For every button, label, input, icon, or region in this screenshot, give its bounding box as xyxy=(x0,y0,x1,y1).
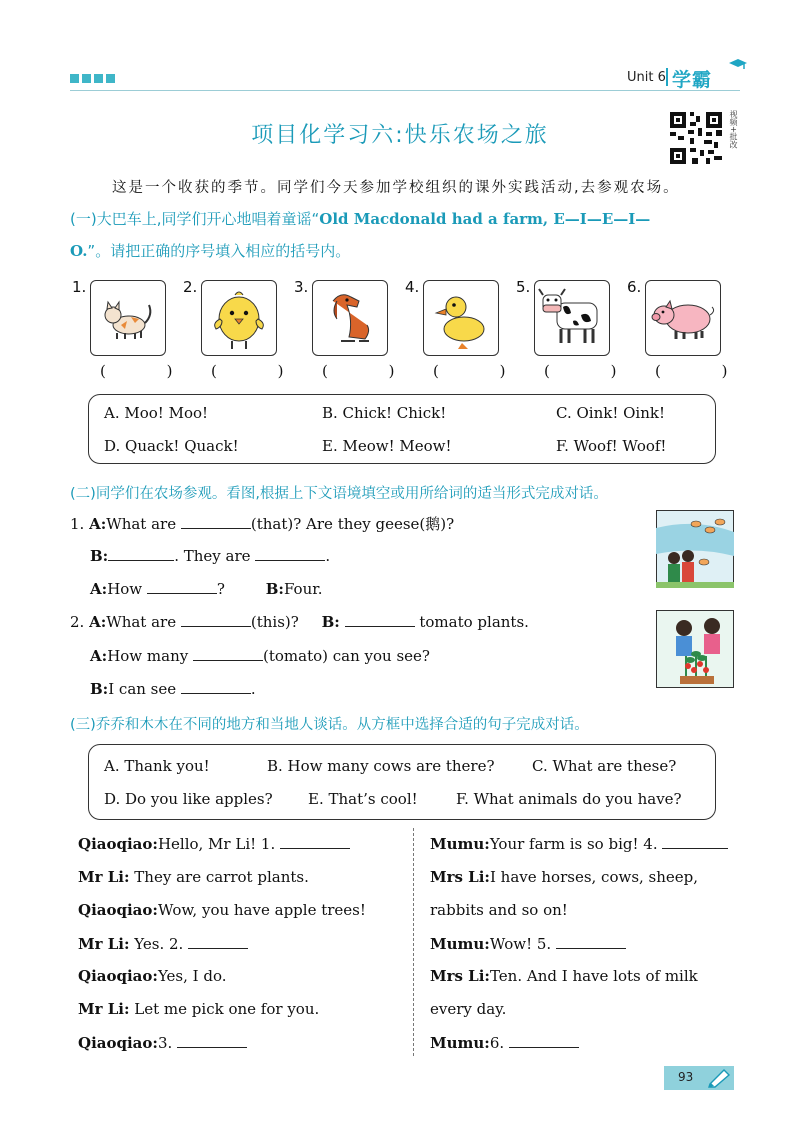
picture-number: 3. xyxy=(294,278,309,296)
part2-heading: (二)同学们在农场参观。看图,根据上下文语境填空或用所给词的适当形式完成对话。 xyxy=(70,486,608,502)
cat-picture xyxy=(90,280,166,356)
part3-options-box xyxy=(88,744,716,820)
option-f: F. What animals do you have? xyxy=(456,790,682,808)
duck-picture xyxy=(423,280,499,356)
answer-bracket[interactable]: ( ) xyxy=(433,362,534,380)
dialogue-line: Qiaoqiao:Hello, Mr Li! 1. xyxy=(78,834,350,853)
dialogue-line: Mrs Li:I have horses, cows, sheep, xyxy=(430,868,699,886)
answer-blank[interactable] xyxy=(255,546,325,561)
option-a: A. Moo! Moo! xyxy=(104,404,209,422)
q1-line3: A:How ? B:Four. xyxy=(90,580,323,598)
chick-picture xyxy=(201,280,277,356)
picture-number: 2. xyxy=(183,278,198,296)
dialogue-line: Mrs Li:Ten. And I have lots of milk xyxy=(430,967,698,985)
answer-bracket[interactable]: ( ) xyxy=(655,362,756,380)
answer-blank[interactable] xyxy=(193,646,263,661)
picture-number: 1. xyxy=(72,278,87,296)
answer-bracket[interactable]: ( ) xyxy=(544,362,645,380)
part1-heading-line2: O.”。请把正确的序号填入相应的括号内。 xyxy=(70,242,351,260)
option-c: C. Oink! Oink! xyxy=(556,404,665,422)
answer-blank[interactable] xyxy=(509,1033,579,1048)
picture-number: 5. xyxy=(516,278,531,296)
answer-blank[interactable] xyxy=(188,934,248,949)
answer-blank[interactable] xyxy=(181,679,251,694)
answer-blank[interactable] xyxy=(556,934,626,949)
dialogue-line: Mumu:6. xyxy=(430,1033,579,1052)
answer-blank[interactable] xyxy=(345,612,415,627)
answer-blank[interactable] xyxy=(108,546,174,561)
header-rule xyxy=(70,90,740,91)
part1-heading: (一)大巴车上,同学们开心地唱着童谣“Old Macdonald had a farm, E—I—E—I— xyxy=(70,210,651,228)
q1-line1: 1. A:What are (that)? Are they geese(鹅)? xyxy=(70,515,455,533)
dialogue-line: Qiaoqiao:3. xyxy=(78,1033,247,1052)
dialogue-line: Mumu:Your farm is so big! 4. xyxy=(430,834,728,853)
option-c: C. What are these? xyxy=(532,757,677,775)
option-d: D. Do you like apples? xyxy=(104,790,273,808)
unit-label: Unit 6 xyxy=(627,70,666,85)
column-divider xyxy=(413,828,414,1056)
q1-line2: B: . They are . xyxy=(90,547,331,565)
graduation-cap-icon xyxy=(728,58,748,70)
picture-number: 6. xyxy=(627,278,642,296)
answer-bracket[interactable]: ( ) xyxy=(322,362,423,380)
q2-line2: A:How many (tomato) can you see? xyxy=(90,647,430,665)
option-e: E. That’s cool! xyxy=(308,790,418,808)
dialogue-line: Qiaoqiao:Wow, you have apple trees! xyxy=(78,901,366,919)
dialogue-line: Qiaoqiao:Yes, I do. xyxy=(78,967,227,985)
option-d: D. Quack! Quack! xyxy=(104,437,239,455)
answer-blank[interactable] xyxy=(177,1033,247,1048)
pencil-icon xyxy=(706,1068,732,1088)
q2-line3: B:I can see . xyxy=(90,680,256,698)
answer-blank[interactable] xyxy=(280,834,350,849)
page-title: 项目化学习六:快乐农场之旅 xyxy=(251,123,549,148)
answer-blank[interactable] xyxy=(147,579,217,594)
option-f: F. Woof! Woof! xyxy=(556,437,667,455)
brand-logo: 学霸 xyxy=(672,65,712,92)
answer-bracket[interactable]: ( ) xyxy=(211,362,312,380)
pig-picture xyxy=(645,280,721,356)
answer-blank[interactable] xyxy=(662,834,728,849)
option-b: B. Chick! Chick! xyxy=(322,404,447,422)
qr-caption: 视频+批改 xyxy=(729,110,738,149)
tomato-plants-illustration xyxy=(656,610,734,688)
geese-illustration xyxy=(656,510,734,588)
dialogue-line: Mr Li: Yes. 2. xyxy=(78,934,248,953)
page-number: 93 xyxy=(678,1070,694,1084)
dialogue-line: Mumu:Wow! 5. xyxy=(430,934,626,953)
q2-line1: 2. A:What are (this)? B: tomato plants. xyxy=(70,613,529,631)
dialogue-line: rabbits and so on! xyxy=(430,901,568,919)
answer-blank[interactable] xyxy=(181,612,251,627)
dialogue-line: Mr Li: They are carrot plants. xyxy=(78,868,309,886)
answer-bracket[interactable]: ( ) xyxy=(100,362,201,380)
option-e: E. Meow! Meow! xyxy=(322,437,452,455)
qr-code[interactable] xyxy=(668,110,724,166)
option-a: A. Thank you! xyxy=(104,757,210,775)
dialogue-line: Mr Li: Let me pick one for you. xyxy=(78,1000,320,1018)
option-b: B. How many cows are there? xyxy=(267,757,495,775)
dog-picture xyxy=(312,280,388,356)
intro-text: 这是一个收获的季节。同学们今天参加学校组织的课外实践活动,去参观农场。 xyxy=(112,180,680,196)
header-decoration xyxy=(70,74,115,83)
part3-heading: (三)乔乔和木木在不同的地方和当地人谈话。从方框中选择合适的句子完成对话。 xyxy=(70,717,589,733)
dialogue-line: every day. xyxy=(430,1000,507,1018)
answer-blank[interactable] xyxy=(181,514,251,529)
cow-picture xyxy=(534,280,610,356)
picture-number: 4. xyxy=(405,278,420,296)
